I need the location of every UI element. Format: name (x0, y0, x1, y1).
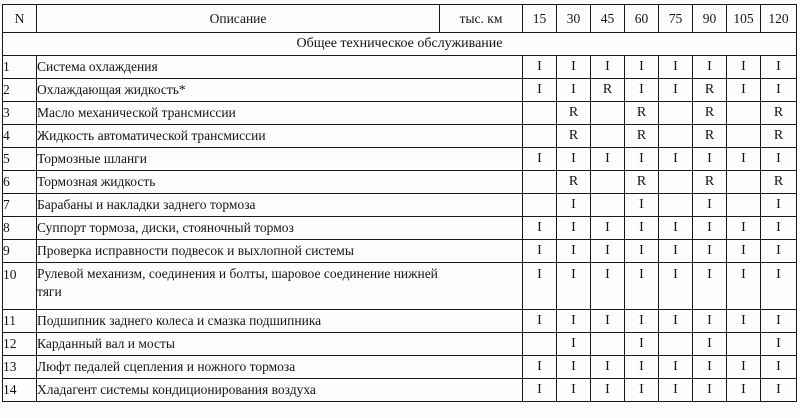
header-number: N (3, 5, 37, 33)
table-row (3, 56, 797, 79)
service-mark-cell: I (693, 333, 727, 356)
service-mark-cell: I (557, 333, 591, 356)
row-number: 4 (3, 125, 37, 148)
service-mark-cell: I (693, 310, 727, 333)
row-number: 9 (3, 240, 37, 263)
service-mark-cell: I (727, 310, 761, 333)
header-distance-unit: тыс. км (440, 5, 523, 33)
service-mark-cell: I (591, 240, 625, 263)
service-mark-cell: R (761, 125, 797, 148)
header-description: Описание (37, 5, 440, 33)
service-mark-cell: I (659, 148, 693, 171)
table-row (3, 240, 797, 263)
row-spacer-cell (440, 102, 523, 125)
row-spacer-cell (440, 356, 523, 379)
service-mark-cell: I (693, 263, 727, 310)
service-mark-cell: I (557, 217, 591, 240)
service-mark-cell: I (557, 194, 591, 217)
service-mark-cell: I (625, 310, 659, 333)
service-mark-cell: I (591, 56, 625, 79)
row-number: 14 (3, 379, 37, 402)
row-spacer-cell (440, 56, 523, 79)
table-row (3, 333, 797, 356)
service-mark-cell (591, 333, 625, 356)
service-mark-cell: I (625, 263, 659, 310)
service-mark-cell (727, 194, 761, 217)
table-row (3, 125, 797, 148)
row-spacer-cell (440, 217, 523, 240)
service-mark-cell: I (659, 79, 693, 102)
service-mark-cell: I (727, 240, 761, 263)
service-mark-cell: I (523, 148, 557, 171)
service-mark-cell: R (557, 125, 591, 148)
row-description: Подшипник заднего колеса и смазка подшипника (37, 310, 440, 333)
row-number: 2 (3, 79, 37, 102)
service-mark-cell: I (761, 217, 797, 240)
service-mark-cell: I (659, 379, 693, 402)
row-number: 13 (3, 356, 37, 379)
service-mark-cell: I (727, 79, 761, 102)
service-mark-cell: I (693, 379, 727, 402)
service-mark-cell: I (557, 356, 591, 379)
service-mark-cell: R (693, 79, 727, 102)
service-mark-cell: R (625, 125, 659, 148)
service-mark-cell: I (761, 310, 797, 333)
service-mark-cell (523, 171, 557, 194)
row-number: 1 (3, 56, 37, 79)
table-row (3, 171, 797, 194)
service-mark-cell: I (659, 56, 693, 79)
service-mark-cell: I (523, 56, 557, 79)
service-mark-cell: I (761, 79, 797, 102)
service-mark-cell (591, 194, 625, 217)
section-title: Общее техническое обслуживание (3, 33, 797, 56)
row-description: Суппорт тормоза, диски, стояночный тормоз (37, 217, 440, 240)
service-mark-cell: I (557, 56, 591, 79)
service-mark-cell: R (761, 102, 797, 125)
service-mark-cell: I (557, 240, 591, 263)
row-number: 8 (3, 217, 37, 240)
service-mark-cell: I (659, 240, 693, 263)
service-mark-cell: I (727, 148, 761, 171)
row-spacer-cell (440, 379, 523, 402)
row-description: Люфт педалей сцепления и ножного тормоза (37, 356, 440, 379)
row-number: 10 (3, 263, 37, 310)
row-spacer-cell (440, 333, 523, 356)
row-spacer-cell (440, 148, 523, 171)
service-mark-cell: R (591, 79, 625, 102)
service-mark-cell: I (693, 194, 727, 217)
service-mark-cell (659, 125, 693, 148)
service-mark-cell: I (625, 240, 659, 263)
service-mark-cell (591, 102, 625, 125)
service-mark-cell (659, 171, 693, 194)
service-mark-cell: R (625, 171, 659, 194)
service-mark-cell: I (557, 148, 591, 171)
service-mark-cell: I (625, 356, 659, 379)
service-mark-cell: I (591, 310, 625, 333)
service-mark-cell: I (625, 217, 659, 240)
service-mark-cell: I (761, 240, 797, 263)
row-number: 12 (3, 333, 37, 356)
service-mark-cell: I (693, 148, 727, 171)
header-interval: 75 (659, 5, 693, 33)
row-description: Тормозные шланги (37, 148, 440, 171)
row-description: Хладагент системы кондиционирования воздуха (37, 379, 440, 402)
row-description: Тормозная жидкость (37, 171, 440, 194)
service-mark-cell: I (761, 56, 797, 79)
table-row (3, 79, 797, 102)
service-mark-cell: I (761, 263, 797, 310)
service-mark-cell: I (693, 217, 727, 240)
service-mark-cell: I (523, 217, 557, 240)
service-mark-cell: R (693, 171, 727, 194)
service-mark-cell: I (591, 148, 625, 171)
table-row (3, 148, 797, 171)
service-mark-cell: I (761, 148, 797, 171)
service-mark-cell (727, 102, 761, 125)
header-row (3, 5, 797, 33)
service-mark-cell: I (523, 263, 557, 310)
service-mark-cell (659, 333, 693, 356)
service-mark-cell (523, 194, 557, 217)
service-mark-cell (523, 333, 557, 356)
row-spacer-cell (440, 171, 523, 194)
service-mark-cell: R (693, 125, 727, 148)
service-mark-cell: I (557, 79, 591, 102)
table-row (3, 102, 797, 125)
service-mark-cell (727, 125, 761, 148)
row-spacer-cell (440, 263, 523, 310)
table-row (3, 194, 797, 217)
row-number: 6 (3, 171, 37, 194)
service-mark-cell: R (557, 102, 591, 125)
service-mark-cell: I (591, 379, 625, 402)
service-mark-cell: I (591, 356, 625, 379)
service-mark-cell: R (761, 171, 797, 194)
table-row (3, 379, 797, 402)
table-row (3, 263, 797, 310)
service-mark-cell (659, 194, 693, 217)
row-spacer-cell (440, 310, 523, 333)
row-description: Система охлаждения (37, 56, 440, 79)
service-mark-cell: R (625, 102, 659, 125)
service-mark-cell: I (761, 356, 797, 379)
service-mark-cell: I (523, 310, 557, 333)
row-description: Жидкость автоматической трансмиссии (37, 125, 440, 148)
header-interval: 90 (693, 5, 727, 33)
table-row (3, 356, 797, 379)
row-description: Проверка исправности подвесок и выхлопной системы (37, 240, 440, 263)
row-number: 7 (3, 194, 37, 217)
service-mark-cell: I (659, 356, 693, 379)
service-mark-cell: R (693, 102, 727, 125)
service-mark-cell: I (523, 356, 557, 379)
service-mark-cell: I (557, 379, 591, 402)
header-interval: 60 (625, 5, 659, 33)
service-mark-cell: I (727, 263, 761, 310)
service-mark-cell: I (693, 56, 727, 79)
service-mark-cell: I (761, 194, 797, 217)
service-mark-cell: I (557, 263, 591, 310)
row-description: Масло механической трансмиссии (37, 102, 440, 125)
service-mark-cell: I (523, 240, 557, 263)
row-spacer-cell (440, 79, 523, 102)
service-mark-cell: I (625, 379, 659, 402)
service-mark-cell: I (727, 56, 761, 79)
header-interval: 15 (523, 5, 557, 33)
table-row (3, 217, 797, 240)
service-mark-cell: I (557, 310, 591, 333)
service-mark-cell: I (625, 79, 659, 102)
service-mark-cell: I (625, 148, 659, 171)
row-description: Барабаны и накладки заднего тормоза (37, 194, 440, 217)
header-interval: 120 (761, 5, 797, 33)
row-description: Рулевой механизм, соединения и болты, шаровое соединение нижней тяги (37, 263, 440, 310)
service-mark-cell: I (625, 333, 659, 356)
service-mark-cell (659, 102, 693, 125)
service-mark-cell: I (727, 217, 761, 240)
service-mark-cell: I (523, 379, 557, 402)
service-mark-cell: I (625, 56, 659, 79)
service-mark-cell: I (761, 333, 797, 356)
service-mark-cell (727, 171, 761, 194)
service-mark-cell: I (659, 310, 693, 333)
table-row (3, 310, 797, 333)
service-mark-cell: I (693, 240, 727, 263)
service-mark-cell: I (591, 263, 625, 310)
row-description: Карданный вал и мосты (37, 333, 440, 356)
service-mark-cell: I (625, 194, 659, 217)
service-mark-cell (591, 125, 625, 148)
header-interval: 105 (727, 5, 761, 33)
section-row (3, 33, 797, 56)
service-mark-cell (591, 171, 625, 194)
row-number: 3 (3, 102, 37, 125)
header-interval: 30 (557, 5, 591, 33)
row-number: 5 (3, 148, 37, 171)
service-mark-cell: I (727, 379, 761, 402)
service-mark-cell (523, 102, 557, 125)
service-mark-cell: I (659, 263, 693, 310)
service-mark-cell: I (591, 217, 625, 240)
row-description: Охлаждающая жидкость* (37, 79, 440, 102)
service-mark-cell: I (523, 79, 557, 102)
row-number: 11 (3, 310, 37, 333)
service-mark-cell (523, 125, 557, 148)
service-mark-cell: R (557, 171, 591, 194)
row-spacer-cell (440, 194, 523, 217)
service-mark-cell: I (761, 379, 797, 402)
service-mark-cell (727, 333, 761, 356)
maintenance-schedule-table (2, 4, 797, 402)
service-mark-cell: I (727, 356, 761, 379)
row-spacer-cell (440, 125, 523, 148)
header-interval: 45 (591, 5, 625, 33)
row-spacer-cell (440, 240, 523, 263)
service-mark-cell: I (693, 356, 727, 379)
service-mark-cell: I (659, 217, 693, 240)
